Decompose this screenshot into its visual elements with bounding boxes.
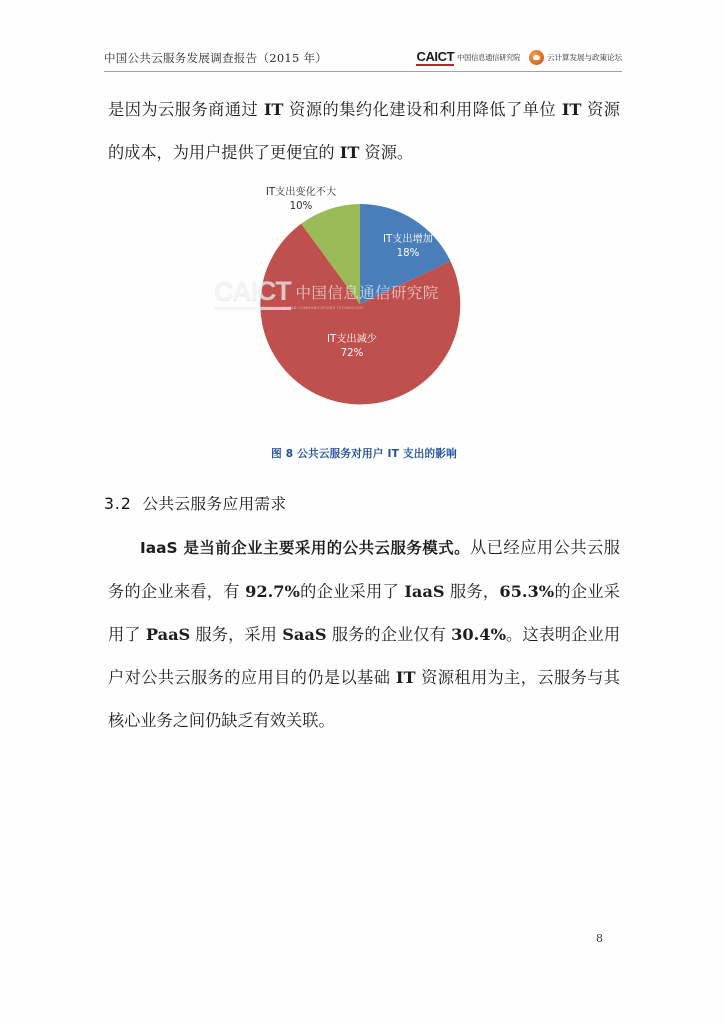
service-saas: SaaS <box>282 625 327 644</box>
paragraph-intro-a: 是因为云服务商通过 <box>108 100 264 119</box>
header-title: 中国公共云服务发展调查报告（2015 年） <box>104 51 328 65</box>
caict-logo-label: 中国信息通信研究院 <box>457 52 521 62</box>
paragraph-iaas <box>108 526 620 742</box>
service-iaas: IaaS <box>404 582 445 601</box>
figure-8 <box>108 178 620 478</box>
pie-label-stable-name: IT支出变化不大 <box>265 187 337 198</box>
paragraph-iaas-a: 从已经应用公共云服务的企业来看，有 <box>108 538 620 601</box>
caict-logo <box>416 50 520 67</box>
paragraph-intro <box>108 88 620 174</box>
paragraph-iaas-it: IT <box>395 668 416 687</box>
page-number: 8 <box>596 932 603 945</box>
paragraph-iaas-d: 的企业采用了 <box>108 582 620 644</box>
header-divider <box>104 71 622 72</box>
cloud-badge-icon <box>529 50 544 65</box>
pie-chart <box>108 178 620 440</box>
paragraph-intro-b: 资源的集约化建设和利用降低了单位 <box>283 100 562 119</box>
paragraph-iaas-b: 的企业采用了 <box>299 582 405 601</box>
watermark-subtitle: CHINA ACADEMY OF INFORMATION AND COMMUNICATIONS TECHNOLOGY <box>217 306 364 310</box>
cloud-forum-label: 云计算发展与政策论坛 <box>547 53 622 63</box>
stat-iaas-pct: 92.7% <box>245 582 300 601</box>
pie-label-decrease-value: 72% <box>340 347 364 359</box>
paragraph-intro-c: 资源的成本，为用户提供了更便宜的 <box>108 100 620 162</box>
pie-svg <box>256 200 464 408</box>
section-title: 公共云服务应用需求 <box>142 495 287 513</box>
pie-label-increase-name: IT支出增加 <box>383 234 433 245</box>
pie-label-stable-value: 10% <box>289 200 313 212</box>
paragraph-intro-it-3: IT <box>339 143 360 162</box>
paragraph-intro-it-2: IT <box>561 100 582 119</box>
section-heading <box>104 492 286 514</box>
paragraph-iaas-c: 服务， <box>444 582 500 601</box>
paragraph-iaas-f: 服务的企业仅有 <box>326 625 452 644</box>
running-header <box>104 45 622 71</box>
pie-graphic <box>256 200 464 408</box>
paragraph-iaas-lead: IaaS 是当前企业主要采用的公共云服务模式。 <box>140 539 471 557</box>
pie-label-increase-value: 18% <box>396 247 420 259</box>
header-logos <box>416 50 622 67</box>
cloud-forum-logo <box>529 50 622 65</box>
paragraph-intro-d: 资源。 <box>359 143 414 162</box>
paragraph-iaas-h: 资源租用为主，云服务与其核心业务之间仍缺乏有效关联。 <box>108 668 620 730</box>
watermark-wordmark: CAICT <box>214 278 291 310</box>
figure-caption: 图 8 公共云服务对用户 IT 支出的影响 <box>271 448 457 460</box>
paragraph-intro-it-1: IT <box>263 100 284 119</box>
pie-label-decrease-name: IT支出减少 <box>327 334 377 345</box>
service-paas: PaaS <box>145 625 191 644</box>
stat-saas-pct: 30.4% <box>451 625 506 644</box>
caict-wordmark: CAICT <box>416 50 454 67</box>
paragraph-iaas-g: 。这表明企业用户对公共云服务的应用目的仍是以基础 <box>108 625 621 687</box>
section-number: 3.2 <box>104 495 132 513</box>
watermark-label: 中国信息通信研究院 <box>295 284 439 303</box>
paragraph-iaas-e: 服务，采用 <box>190 625 283 644</box>
stat-paas-pct: 65.3% <box>499 582 555 601</box>
